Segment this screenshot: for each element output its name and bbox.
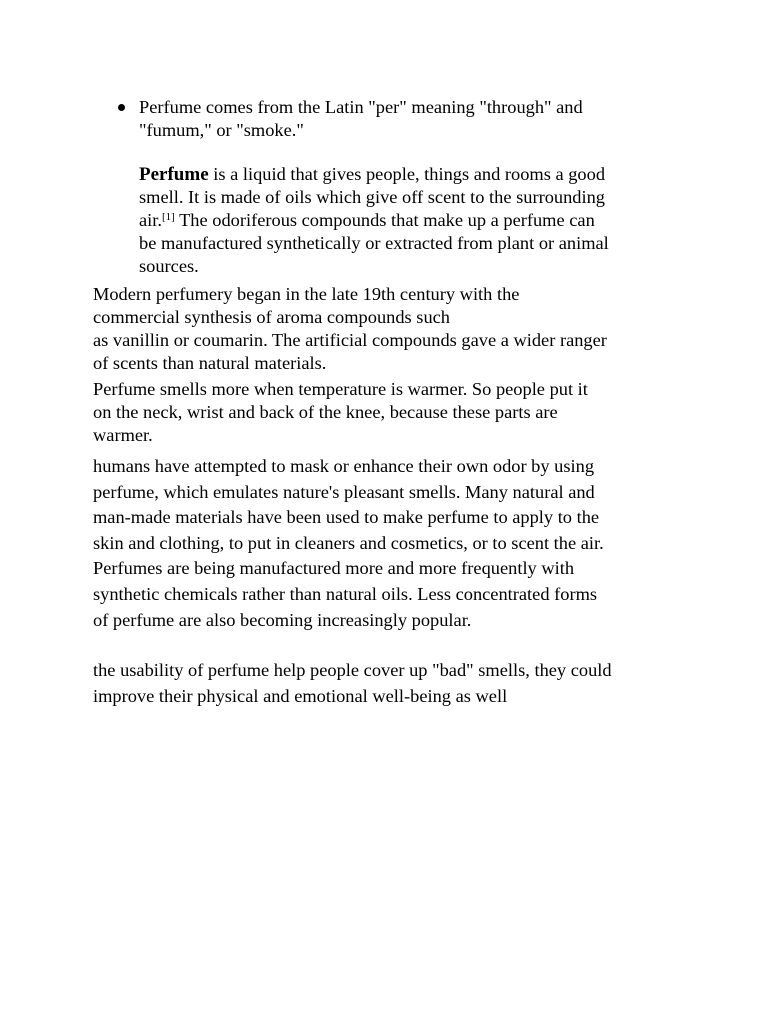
bullet-list-item bbox=[139, 96, 699, 278]
citation-link[interactable]: [1] bbox=[161, 211, 175, 223]
paragraph-line: synthetic chemicals rather than natural oils. Less concentrated forms bbox=[93, 583, 598, 604]
paragraph-modern-perfumery bbox=[93, 283, 693, 375]
bullet-icon bbox=[118, 104, 125, 111]
paragraph-line: man-made materials have been used to make perfume to apply to the bbox=[93, 507, 600, 528]
paragraph-line: warmer. bbox=[93, 425, 153, 445]
paragraph-line: Perfumes are being manufactured more and more frequently with bbox=[93, 558, 575, 579]
definition-paragraph bbox=[139, 163, 699, 278]
paragraph-usability bbox=[93, 658, 693, 709]
definition-line: be manufactured synthetically or extracted from plant or animal bbox=[139, 233, 609, 253]
paragraph-line: skin and clothing, to put in cleaners and cosmetics, or to scent the air. bbox=[93, 532, 604, 553]
definition-text: The odoriferous compounds that make up a perfume can bbox=[174, 210, 595, 230]
paragraph-line: the usability of perfume help people cover up "bad" smells, they could bbox=[93, 660, 612, 680]
paragraph-line: humans have attempted to mask or enhance their own odor by using bbox=[93, 456, 595, 476]
paragraph-line: as vanillin or coumarin. The artificial compounds gave a wider ranger bbox=[93, 330, 607, 350]
paragraph-line: Perfume smells more when temperature is warmer. So people put it bbox=[93, 379, 588, 399]
paragraph-line: commercial synthesis of aroma compounds such bbox=[93, 307, 451, 327]
paragraph-humans bbox=[93, 454, 693, 633]
paragraph-line: of scents than natural materials. bbox=[93, 353, 327, 373]
paragraph-line: improve their physical and emotional well-being as well bbox=[93, 685, 508, 706]
definition-line: sources. bbox=[139, 256, 199, 276]
paragraph-line: Modern perfumery began in the late 19th century with the bbox=[93, 284, 520, 304]
definition-line bbox=[139, 163, 699, 186]
bullet-line: Perfume comes from the Latin "per" meaning "through" and bbox=[139, 97, 583, 117]
bullet-line: "fumum," or "smoke." bbox=[139, 120, 304, 140]
definition-line bbox=[139, 209, 699, 232]
paragraph-line: perfume, which emulates nature's pleasant smells. Many natural and bbox=[93, 481, 595, 502]
definition-line: smell. It is made of oils which give off scent to the surrounding bbox=[139, 187, 605, 207]
definition-text: air. bbox=[139, 210, 162, 230]
paragraph-temperature bbox=[93, 378, 693, 447]
paragraph-line: on the neck, wrist and back of the knee, because these parts are bbox=[93, 402, 558, 422]
definition-text: is a liquid that gives people, things and rooms a good bbox=[208, 164, 606, 184]
paragraph-line: of perfume are also becoming increasingly popular. bbox=[93, 609, 472, 630]
definition-term: Perfume bbox=[139, 164, 209, 185]
